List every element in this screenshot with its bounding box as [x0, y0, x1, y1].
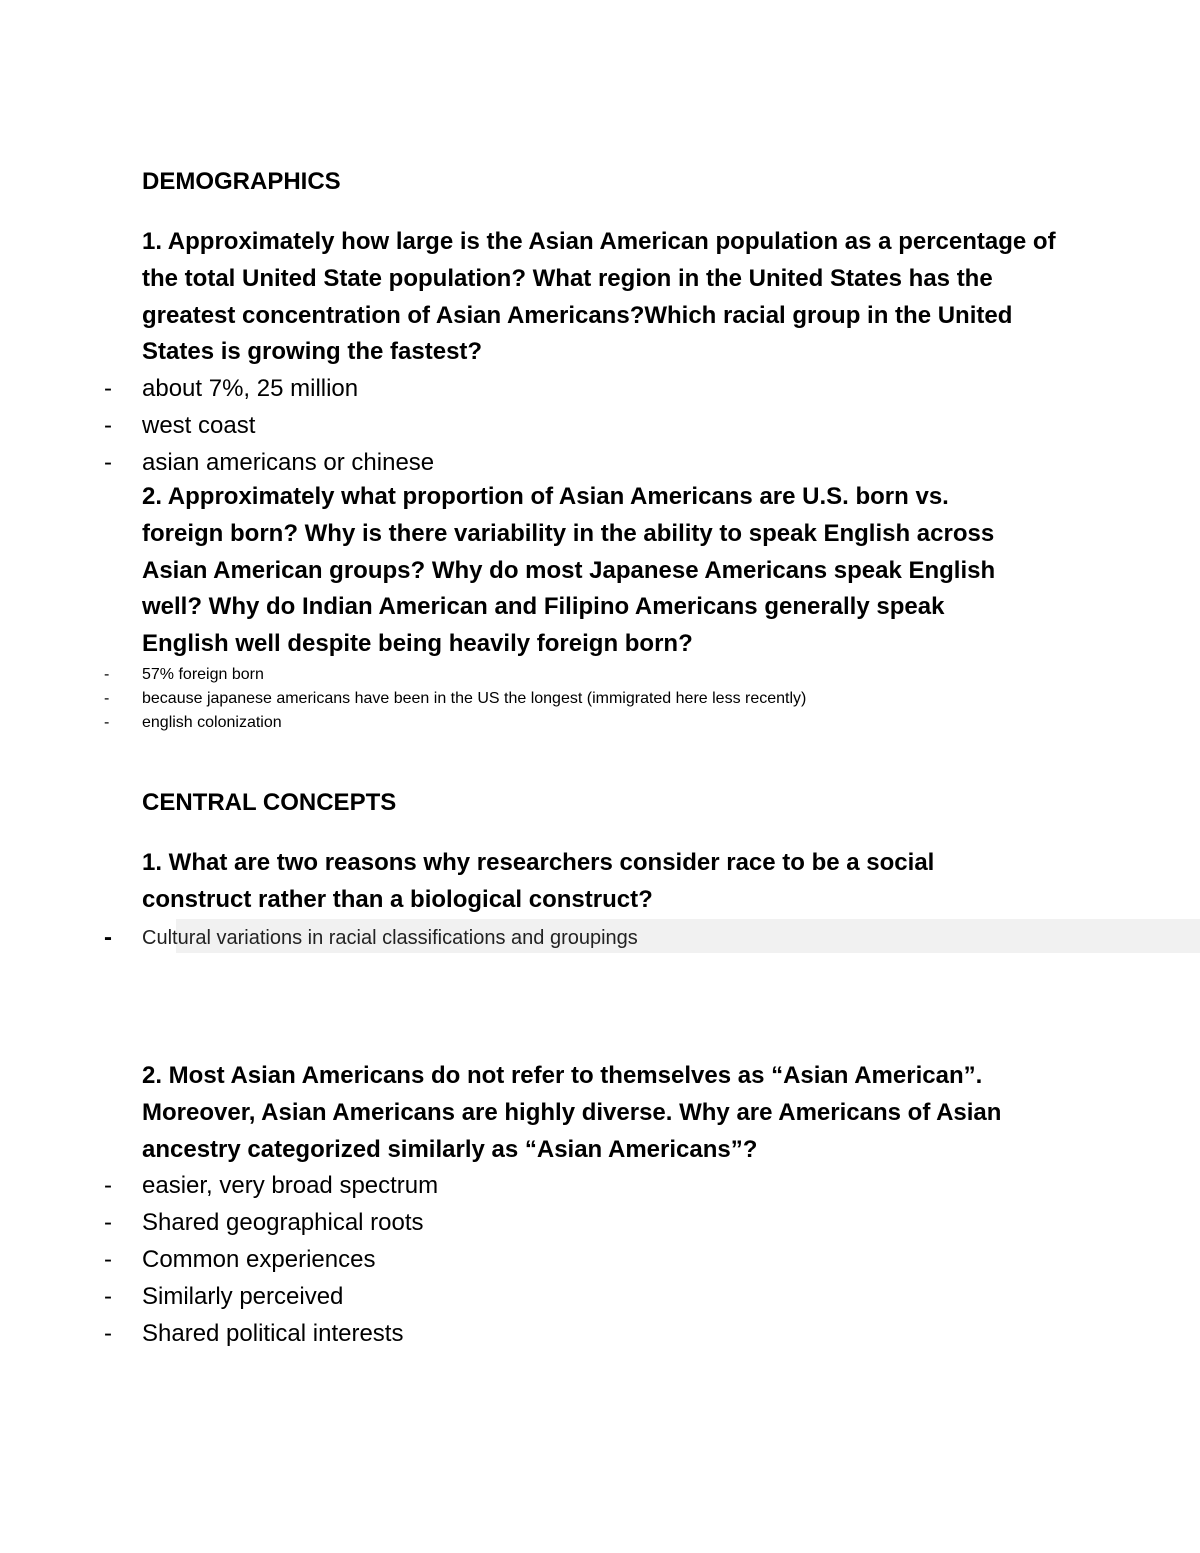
answer-item: - english colonization	[72, 711, 1022, 735]
question-block-central-2	[104, 1058, 1012, 1352]
answer-item: - easier, very broad spectrum	[72, 1168, 1012, 1205]
bullet-dash: -	[104, 923, 112, 951]
bullet-dash: -	[104, 1209, 112, 1237]
bullet-dash: -	[104, 375, 112, 403]
question-demographics-1: 1. Approximately how large is the Asian American population as a percentage of the total United State population? What region in the United States has the greatest concentration of Asian Americans?Which racial group in the United States is growing the fastest?	[142, 228, 1056, 366]
answer-item: - about 7%, 25 million	[72, 371, 1072, 408]
answer-item: - Shared geographical roots	[72, 1205, 1012, 1242]
question-central-1: 1. What are two reasons why researchers consider race to be a social construct rather than a biological construct?	[142, 849, 935, 913]
answer-item: - west coast	[72, 408, 1072, 445]
bullet-dash: -	[104, 689, 110, 707]
answer-item: - Similarly perceived	[72, 1279, 1012, 1316]
answer-item: - Cultural variations in racial classifications and groupings	[72, 921, 1042, 955]
answer-item: - 57% foreign born	[72, 663, 1022, 687]
bullet-dash: -	[104, 665, 110, 683]
bullet-dash: -	[104, 713, 110, 731]
question-demographics-2: 2. Approximately what proportion of Asian Americans are U.S. born vs. foreign born? Why is there variability in the ability to speak English across Asian American groups? Why do most Japanese Americans speak English well? Why do Indian American and Filipino Americans generally speak English well despite being heavily foreign born?	[142, 483, 996, 658]
bullet-dash: -	[104, 411, 112, 439]
answer-list-demographics-2	[104, 663, 1022, 735]
answer-list-central-2	[104, 1168, 1012, 1352]
bullet-dash: -	[104, 1319, 112, 1347]
section-heading-demographics: DEMOGRAPHICS	[142, 168, 341, 195]
bullet-dash: -	[104, 1172, 112, 1200]
answer-item: - asian americans or chinese	[72, 445, 1072, 482]
question-central-2: 2. Most Asian Americans do not refer to themselves as “Asian American”. Moreover, Asian Americans are highly diverse. Why are Americans of Asian ancestry categorized similarly as “Asian Americans”?	[142, 1062, 1002, 1163]
question-block-central-1	[104, 845, 1042, 955]
bullet-dash: -	[104, 1282, 112, 1310]
answer-item: - because japanese americans have been in the US the longest (immigrated here less recently)	[72, 687, 1022, 711]
section-heading-central-concepts: CENTRAL CONCEPTS	[142, 789, 397, 816]
question-block-demographics-2	[104, 479, 1022, 735]
answer-list-demographics-1	[104, 371, 1072, 481]
answer-item: - Shared political interests	[72, 1316, 1012, 1353]
answer-list-central-1	[104, 921, 1042, 955]
question-block-demographics-1	[104, 224, 1072, 482]
bullet-dash: -	[104, 448, 112, 476]
bullet-dash: -	[104, 1245, 112, 1273]
answer-item: - Common experiences	[72, 1242, 1012, 1279]
